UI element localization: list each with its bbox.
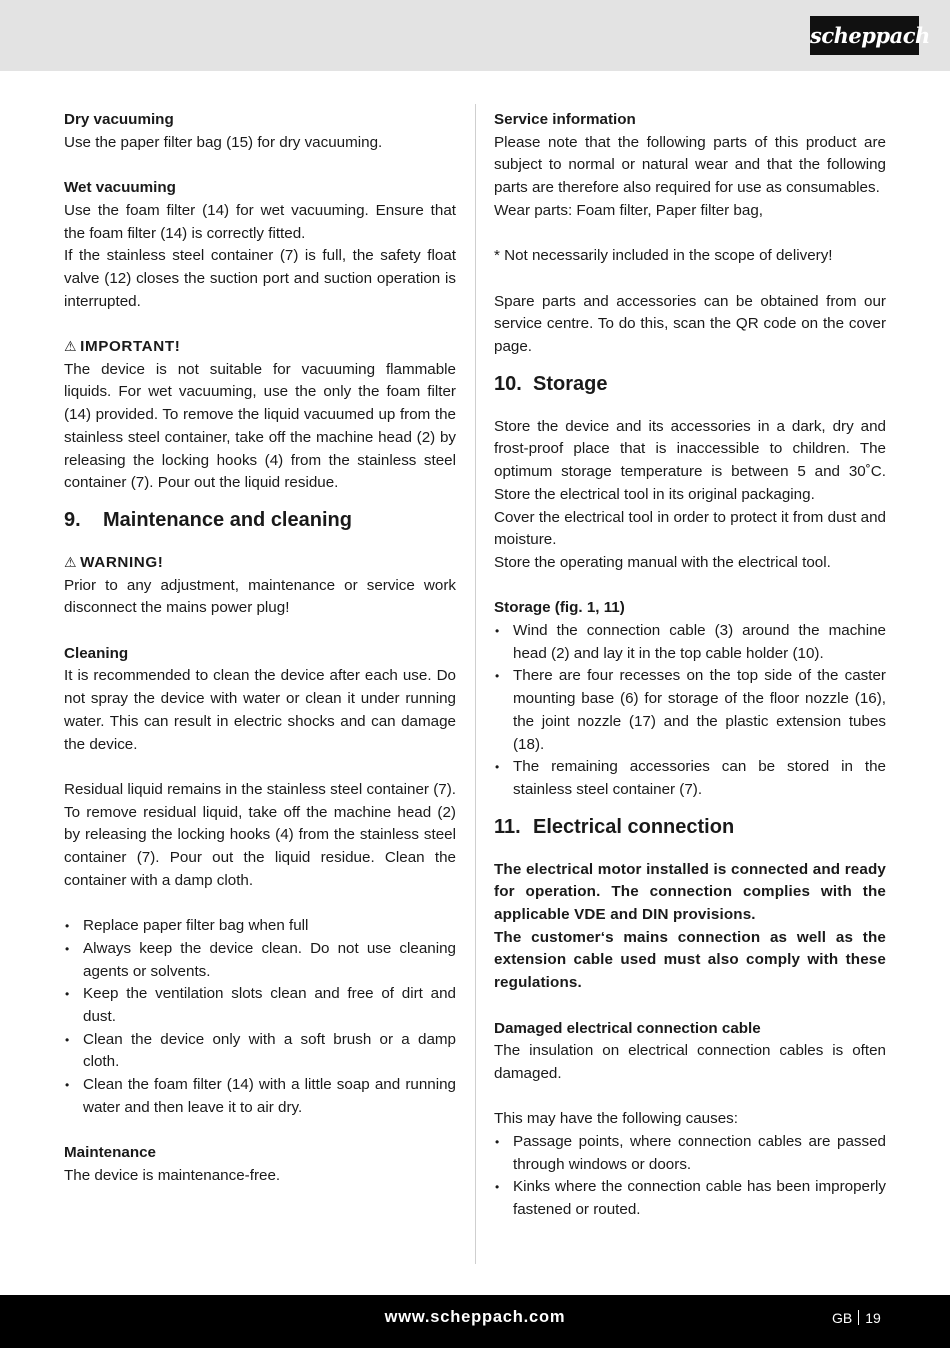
cleaning-text-1: It is recommended to clean the device after each use. Do not spray the device with water or clean it under running water. This can result in electric shocks and can damage the device.: [64, 667, 456, 753]
service-text-1: Please note that the following parts of this product are subject to normal or natural wear and that the following parts are therefore also required for use as consumables.: [494, 133, 886, 197]
section-11-title: Electrical connection: [533, 815, 735, 838]
section-9-number: 9.: [64, 508, 81, 531]
list-item: • Always keep the device clean. Do not use cleaning agents or solvents.: [64, 938, 456, 983]
cleaning-list: [64, 915, 456, 1119]
page-footer: [0, 1295, 950, 1348]
warning-triangle-icon: ⚠: [64, 339, 78, 355]
section-11-number: 11.: [494, 815, 521, 838]
wet-vacuuming-text-2: If the stainless steel container (7) is full, the safety float valve (12) closes the suction port and suction operation is interrupted.: [64, 247, 456, 310]
scheppach-logo: scheppach: [810, 16, 919, 55]
list-item: • Keep the ventilation slots clean and free of dirt and dust.: [64, 983, 456, 1028]
list-item: • Kinks where the connection cable has been improperly fastened or routed.: [494, 1176, 886, 1221]
important-notice-label: ⚠ IMPORTANT!: [64, 338, 181, 355]
warning-triangle-icon: ⚠: [64, 554, 78, 571]
list-item: • Clean the device only with a soft brush or a damp cloth.: [64, 1029, 456, 1074]
electrical-bold-text-1: The electrical motor installed is connected and ready for operation. The connection complies with the applicable VDE and DIN provisions.: [494, 860, 886, 924]
warning-text: Prior to any adjustment, maintenance or service work disconnect the mains power plug!: [64, 576, 456, 617]
maintenance-heading: Maintenance: [64, 1144, 156, 1162]
damaged-cable-text: The insulation on electrical connection cables is often damaged.: [494, 1042, 886, 1082]
storage-text-2: Cover the electrical tool in order to protect it from dust and moisture.: [494, 508, 886, 549]
causes-list: [494, 1131, 886, 1222]
cleaning-heading: Cleaning: [64, 644, 129, 662]
page-number: 19: [865, 1310, 881, 1326]
list-item: • The remaining accessories can be stored in the stainless steel container (7).: [494, 756, 886, 801]
warning-label: ⚠ WARNING!: [64, 553, 164, 571]
dry-vacuuming-heading: Dry vacuuming: [64, 111, 174, 128]
page-header: [0, 0, 950, 71]
list-item: • Replace paper filter bag when full: [64, 915, 456, 938]
language-code: GB: [832, 1310, 853, 1326]
storage-text-1: Store the device and its accessories in a dark, dry and frost-proof place that is inaccessible to children. The optimum storage temperature is between 5 and 30˚C. Store the electrical tool in its original packaging.: [494, 417, 886, 503]
website-link[interactable]: www.scheppach.com: [384, 1308, 566, 1326]
list-item: • Passage points, where connection cables are passed through windows or doors.: [494, 1131, 886, 1176]
section-10-heading: [494, 359, 886, 416]
right-column: [494, 109, 886, 1222]
wet-vacuuming-heading: Wet vacuuming: [64, 179, 176, 197]
section-11-heading: [494, 802, 886, 859]
dry-vacuuming-text: Use the paper filter bag (15) for dry vacuuming.: [64, 133, 383, 151]
storage-fig-heading: Storage (fig. 1, 11): [494, 599, 625, 617]
important-notice-text: The device is not suitable for vacuuming flammable liquids. For wet vacuuming, use the only the foam filter (14) provided. To remove the liquid vacuumed up from the stainless steel container, take off the machine head (2) by releasing the locking hooks (4) from the stainless steel container (7). Pour out the liquid residue.: [64, 360, 456, 492]
causes-intro: This may have the following causes:: [494, 1110, 738, 1128]
section-10-number: 10.: [494, 372, 522, 395]
section-9-heading: [64, 495, 456, 552]
list-item: • There are four recesses on the top side of the caster mounting base (6) for storage of the floor nozzle (16), the joint nozzle (17) and the plastic extension tubes (18).: [494, 665, 886, 756]
storage-list: [494, 620, 886, 802]
maintenance-text: The device is maintenance-free.: [64, 1166, 281, 1184]
separator-bar: [858, 1310, 859, 1325]
service-text-3: * Not necessarily included in the scope of delivery!: [494, 247, 833, 265]
service-text-4: Spare parts and accessories can be obtained from our service centre. To do this, scan the QR code on the cover page.: [494, 292, 886, 355]
storage-text-3: Store the operating manual with the electrical tool.: [494, 553, 831, 571]
list-item: • Clean the foam filter (14) with a little soap and running water and then leave it to air dry.: [64, 1074, 456, 1119]
column-divider: [475, 104, 476, 1264]
damaged-cable-heading: Damaged electrical connection cable: [494, 1019, 761, 1037]
service-information-heading: Service information: [494, 111, 636, 128]
list-item: • Wind the connection cable (3) around the machine head (2) and lay it in the top cable holder (10).: [494, 620, 886, 665]
page-indicator: [832, 1310, 881, 1326]
cleaning-text-2: Residual liquid remains in the stainless steel container (7). To remove residual liquid, take off the machine head (2) by releasing the locking hooks (4) from the stainless steel container (7). Pour out the liquid residue. Clean the container with a damp cloth.: [64, 780, 456, 889]
section-9-title: Maintenance and cleaning: [103, 508, 352, 531]
service-text-2: Wear parts: Foam filter, Paper filter bag,: [494, 201, 763, 219]
wet-vacuuming-text-1: Use the foam filter (14) for wet vacuuming. Ensure that the foam filter (14) is correctly fitted.: [64, 201, 456, 242]
electrical-bold-text-2: The customer‘s mains connection as well as the extension cable used must also comply with these regulations.: [494, 928, 886, 992]
section-10-title: Storage: [533, 372, 608, 395]
left-column: [64, 109, 456, 1188]
